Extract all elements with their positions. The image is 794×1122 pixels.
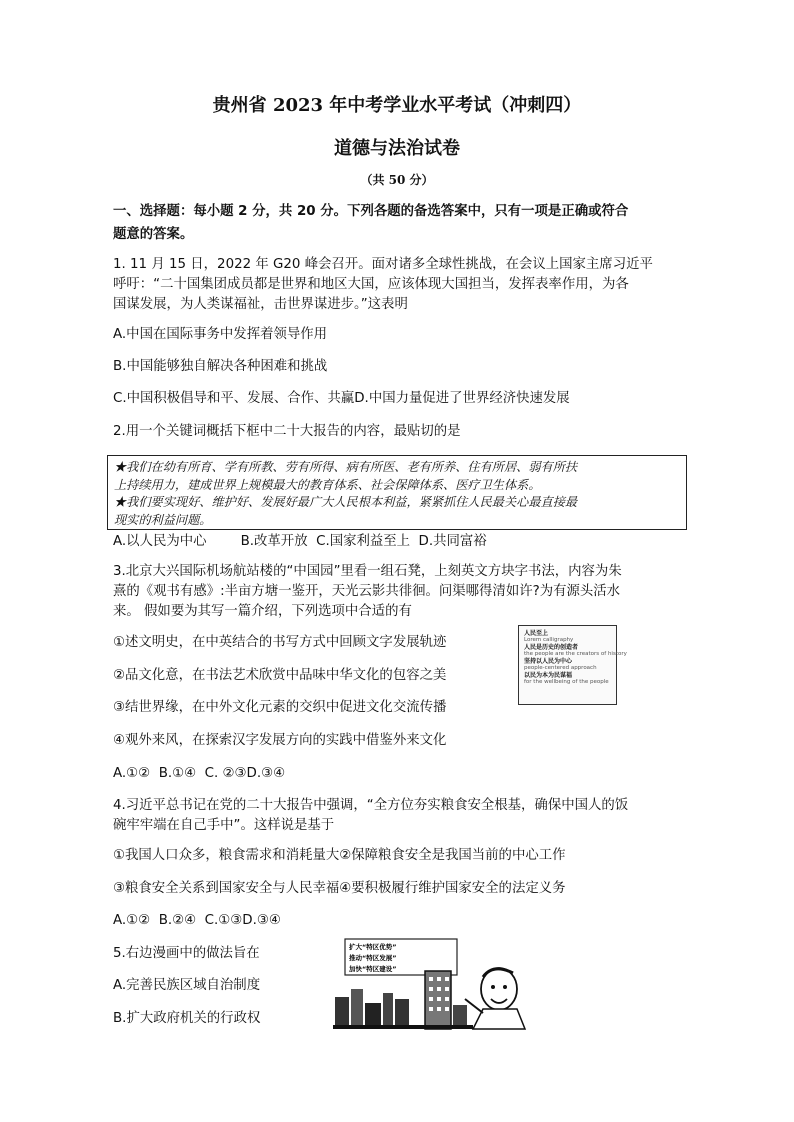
q5-stem: 5.右边漫画中的做法旨在 bbox=[113, 946, 260, 961]
calligraphy-bench-image bbox=[518, 625, 627, 705]
fig-sub-4: for the wellbeing of the people bbox=[524, 679, 609, 685]
q4-stem-line-2: 碗牢牢端在自己手中”。这样说是基于 bbox=[113, 818, 335, 833]
q3-stem-line-2: 熹的《观书有感》:半亩方塘一鉴开，天光云影共徘徊。问渠哪得清如许?为有源头活水 bbox=[113, 584, 621, 599]
cartoon-caption-3: 加快“特区建设” bbox=[349, 965, 397, 973]
q3-stem-line-3: 来。 假如要为其写一篇介绍，下列选项中合适的有 bbox=[113, 604, 412, 619]
q1-option-cd: C.中国积极倡导和平、发展、合作、共赢D.中国力量促进了世界经济快速发展 bbox=[113, 391, 570, 406]
q4-statements-3-4: ③粮食安全关系到国家安全与人民幸福④要积极履行维护国家安全的法定义务 bbox=[113, 881, 566, 896]
q4-stem-line-1: 4.习近平总书记在党的二十大报告中强调，“全方位夯实粮食安全根基，确保中国人的饭 bbox=[113, 798, 629, 813]
cartoon-image bbox=[333, 937, 528, 1032]
q2-box-line-1: ★我们在幼有所育、学有所教、劳有所得、病有所医、老有所养、住有所居、弱有所扶 bbox=[114, 460, 578, 474]
section-instructions-line-1: 一、选择题：每小题 2 分，共 20 分。下列各题的备选答案中，只有一项是正确或符合 bbox=[113, 204, 629, 219]
q1-stem-line-3: 国谋发展，为人类谋福祉，击世界谋进步。”这表明 bbox=[113, 297, 408, 312]
q4-statements-1-2: ①我国人口众多，粮食需求和消耗量大②保障粮食安全是我国当前的中心工作 bbox=[113, 848, 566, 863]
exam-total-score: （共 50 分） bbox=[360, 173, 434, 187]
city-buildings bbox=[333, 971, 473, 1029]
fig-sub-1: Lorem calligraphy bbox=[524, 637, 574, 643]
cartoon-caption-1: 扩大“特区优势” bbox=[349, 943, 397, 951]
q2-box-line-4: 现实的利益问题。 bbox=[114, 512, 212, 527]
cartoon-man bbox=[465, 968, 525, 1029]
fig-heading-4: 以民为本为民谋福 bbox=[524, 672, 573, 679]
cartoon-caption-2: 推动“特区发展” bbox=[349, 954, 397, 962]
q3-statement-1: ①述文明史，在中英结合的书写方式中回顾文字发展轨迹 bbox=[113, 635, 447, 650]
exam-subtitle: 道德与法治试卷 bbox=[334, 138, 460, 159]
q2-stem: 2.用一个关键词概括下框中二十大报告的内容，最贴切的是 bbox=[113, 424, 461, 439]
q3-options: A.①② B.①④ C. ②③D.③④ bbox=[113, 766, 286, 781]
fig-heading-1: 人民至上 bbox=[524, 630, 549, 637]
fig-sub-3: people-centered approach bbox=[524, 665, 597, 671]
q3-statement-2: ②品文化意，在书法艺术欣赏中品味中华文化的包容之美 bbox=[113, 668, 447, 683]
q1-stem-line-2: 呼吁：“二十国集团成员都是世界和地区大国，应该体现大国担当，发挥表率作用，为各 bbox=[113, 277, 629, 292]
q2-box-line-2: 上持续用力，建成世界上规模最大的教育体系、社会保障体系、医疗卫生体系。 bbox=[114, 477, 541, 492]
q3-stem-line-1: 3.北京大兴国际机场航站楼的“中国园”里看一组石凳，上刻英文方块字书法，内容为朱 bbox=[113, 564, 622, 579]
q4-options: A.①② B.②④ C.①③D.③④ bbox=[113, 913, 281, 928]
fig-sub-2: the people are the creators of history bbox=[524, 651, 627, 657]
q1-option-a: A.中国在国际事务中发挥着领导作用 bbox=[113, 327, 328, 342]
q2-options: A.以人民为中心 B.改革开放 C.国家利益至上 D.共同富裕 bbox=[113, 534, 487, 549]
q1-option-b: B.中国能够独自解决各种困难和挑战 bbox=[113, 359, 328, 374]
q2-box-line-3: ★我们要实现好、维护好、发展好最广大人民根本利益，紧紧抓住人民最关心最直接最 bbox=[114, 495, 578, 509]
fig-heading-2: 人民是历史的创造者 bbox=[524, 644, 579, 651]
q2-quote-box bbox=[107, 455, 687, 530]
q3-statement-4: ④观外来风，在探索汉字发展方向的实践中借鉴外来文化 bbox=[113, 733, 447, 748]
q5-option-a: A.完善民族区域自治制度 bbox=[113, 978, 261, 993]
q5-option-b: B.扩大政府机关的行政权 bbox=[113, 1011, 261, 1026]
exam-title: 贵州省 2023 年中考学业水平考试（冲刺四） bbox=[212, 95, 582, 116]
q3-statement-3: ③结世界缘，在中外文化元素的交织中促进文化交流传播 bbox=[113, 700, 447, 715]
q1-stem-line-1: 1. 11 月 15 日，2022 年 G20 峰会召开。面对诸多全球性挑战，在会议上国家主席习近平 bbox=[113, 257, 653, 272]
fig-heading-3: 坚持以人民为中心 bbox=[524, 658, 573, 665]
section-instructions-line-2: 题意的答案。 bbox=[113, 227, 194, 242]
